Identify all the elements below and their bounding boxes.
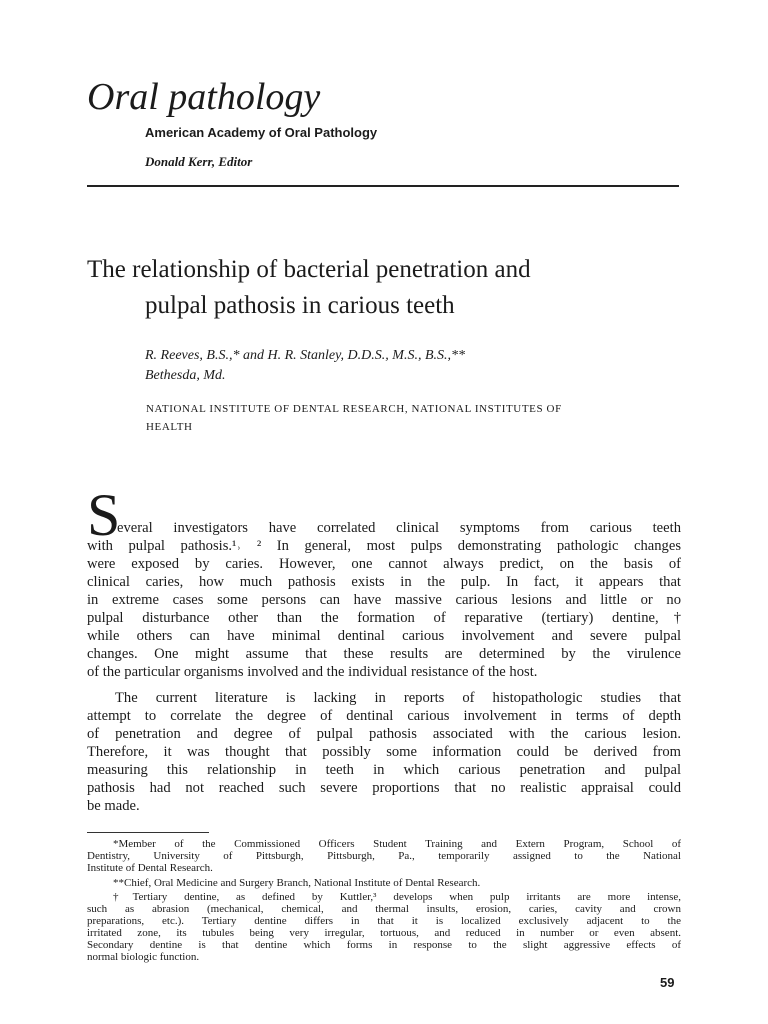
author-location: Bethesda, Md. <box>145 368 226 383</box>
text-line: were exposed by caries. However, one cannot always predict, on the basis of <box>87 556 681 572</box>
author-names: R. Reeves, B.S.,* and H. R. Stanley, D.D.S., M.S., B.S.,** <box>145 348 465 363</box>
header-rule <box>87 185 679 187</box>
text-line: be made. <box>87 798 140 814</box>
text-line: attempt to correlate the degree of dentinal carious involvement in terms of depth <box>87 708 681 724</box>
body-paragraph <box>87 689 681 815</box>
text-line: The current literature is lacking in reports of histopathologic studies that <box>115 690 681 706</box>
author-block <box>145 346 465 386</box>
page-number: 59 <box>660 975 675 990</box>
footnote-line: **Chief, Oral Medicine and Surgery Branch, National Institute of Dental Research. <box>113 877 481 889</box>
text-line: pulpal disturbance other than the formation of reparative (tertiary) dentine,† <box>87 610 681 626</box>
article-title <box>87 252 697 324</box>
text-line: with pulpal pathosis.¹˒ ² In general, most pulps demonstrating pathologic changes <box>87 538 681 554</box>
text-line: clinical caries, how much pathosis exists in the pulp. In fact, it appears that <box>87 574 681 590</box>
body-paragraph <box>87 519 681 681</box>
footnote-line: *Member of the Commissioned Officers Student Training and Extern Program, School of <box>113 838 681 850</box>
footnote <box>87 877 681 889</box>
article-title-line: pulpal pathosis in carious teeth <box>145 292 455 319</box>
text-line: Therefore, it was thought that possibly some information could be derived from <box>87 744 681 760</box>
text-line: while others can have minimal dentinal carious involvement and severe pulpal <box>87 628 681 644</box>
footnote-line: †Tertiary dentine, as defined by Kuttler,³ develops when pulp irritants are more intense, <box>113 891 681 903</box>
institution-line: HEALTH <box>146 421 193 433</box>
text-line: in extreme cases some persons can have massive carious lesions and little or no <box>87 592 681 608</box>
institution-affiliation <box>146 400 679 436</box>
publisher-name: American Academy of Oral Pathology <box>145 125 378 140</box>
footnote-line: Dentistry, University of Pittsburgh, Pittsburgh, Pa., temporarily assigned to the National <box>87 850 681 862</box>
text-line: pathosis had not reached such severe proportions that no realistic appraisal could <box>87 780 681 796</box>
section-title: Oral pathology <box>87 76 321 118</box>
institution-line: NATIONAL INSTITUTE OF DENTAL RESEARCH, NATIONAL INSTITUTES OF <box>146 403 562 415</box>
text-line: measuring this relationship in teeth in which carious penetration and pulpal <box>87 762 681 778</box>
footnote-line: Secondary dentine is that dentine which forms in response to the slight aggressive effects of <box>87 939 681 951</box>
footnote <box>87 891 681 963</box>
footnote-rule <box>87 832 209 833</box>
footnote-line: irritated zone, its tubules being very irregular, tortuous, and reduced in number or even absent. <box>87 927 681 939</box>
text-line: everal investigators have correlated clinical symptoms from carious teeth <box>117 520 681 536</box>
text-line: of the particular organisms involved and the individual resistance of the host. <box>87 664 538 680</box>
footnote-line: preparations, etc.). Tertiary dentine differs in that it is localized exclusively adjacent to the <box>87 915 681 927</box>
footnote-line: such as abrasion (mechanical, chemical, and thermal insults, erosion, caries, cavity and crown <box>87 903 681 915</box>
footnote-line: normal biologic function. <box>87 951 200 963</box>
text-line: changes. One might assume that these results are determined by the virulence <box>87 646 681 662</box>
footnote-line: Institute of Dental Research. <box>87 862 213 874</box>
text-line: of penetration and degree of pulpal pathosis associated with the carious lesion. <box>87 726 681 742</box>
footnote <box>87 838 681 874</box>
drop-cap: S <box>87 482 121 548</box>
article-title-line: The relationship of bacterial penetration and <box>87 256 531 283</box>
editor-credit: Donald Kerr, Editor <box>145 154 253 169</box>
